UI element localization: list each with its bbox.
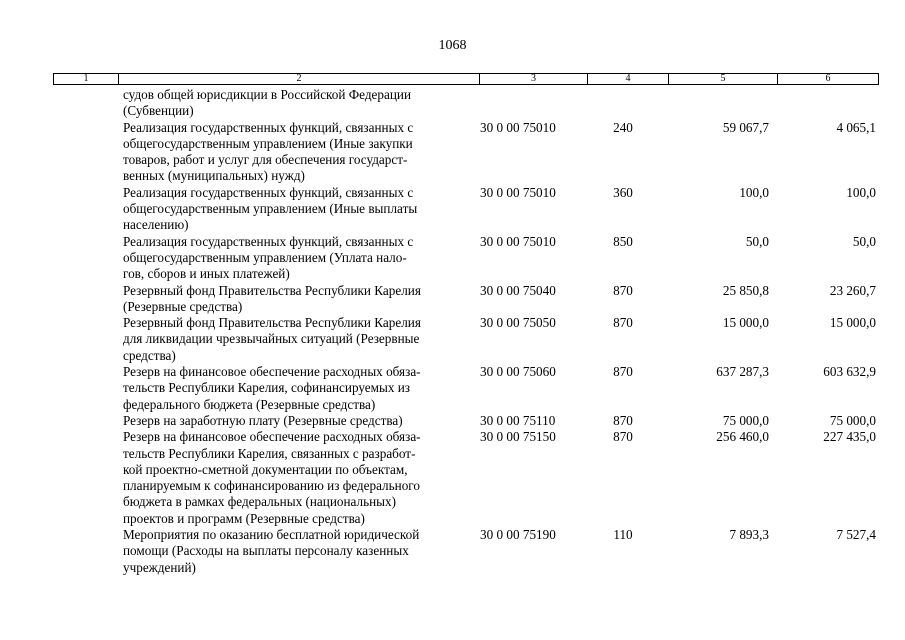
table-row [0, 413, 905, 429]
expense-name: судов общей юрисдикции в Российской Федерации (Субвенции) [123, 87, 412, 119]
page-number: 1068 [438, 38, 467, 53]
budget-table-body [0, 87, 905, 576]
amount-column-6: 4 065,1 [836, 119, 876, 135]
expense-name: Реализация государственных функций, связанных с общегосударственным управлением (Уплата нало- гов, сборов и иных платежей) [123, 233, 414, 282]
target-article-code: 30 0 00 75190 [480, 527, 556, 543]
expense-type-code: 870 [613, 364, 633, 380]
expense-name: Резервный фонд Правительства Республики Карелия (Резервные средства) [123, 282, 421, 314]
expense-name: Реализация государственных функций, связанных с общегосударственным управлением (Иные выплаты населению) [123, 184, 418, 233]
column-header-3: 3 [480, 74, 588, 84]
target-article-code: 30 0 00 75150 [480, 429, 556, 445]
expense-name: Реализация государственных функций, связанных с общегосударственным управлением (Иные закупки товаров, работ и услуг для обеспечения государст- венных (муниципальных) нужд) [123, 119, 414, 184]
amount-column-6: 603 632,9 [823, 364, 876, 380]
target-article-code: 30 0 00 75050 [480, 315, 556, 331]
table-row [0, 87, 905, 120]
amount-column-6: 15 000,0 [829, 315, 876, 331]
column-header-1: 1 [54, 74, 119, 84]
expense-type-code: 850 [613, 233, 633, 249]
amount-column-5: 59 067,7 [722, 119, 769, 135]
amount-column-5: 637 287,3 [716, 364, 769, 380]
amount-column-5: 256 460,0 [716, 429, 769, 445]
table-row [0, 315, 905, 364]
expense-type-code: 870 [613, 315, 633, 331]
target-article-code: 30 0 00 75010 [480, 233, 556, 249]
amount-column-5: 15 000,0 [722, 315, 769, 331]
column-header-4: 4 [588, 74, 669, 84]
expense-type-code: 110 [613, 527, 633, 543]
expense-type-code: 870 [613, 282, 633, 298]
column-header-row [53, 73, 879, 85]
amount-column-6: 100,0 [846, 184, 876, 200]
column-header-6: 6 [825, 73, 831, 84]
target-article-code: 30 0 00 75010 [480, 119, 556, 135]
amount-column-6: 75 000,0 [829, 412, 876, 428]
expense-name: Резерв на финансовое обеспечение расходных обяза- тельств Республики Карелия, связанных с разработ- кой проектно-сметной документации по объектам, планируемым к софинансированию из федерального бюджета в рамках федеральных (национальных) проектов и программ (Резервные средства) [123, 429, 421, 526]
table-row [0, 185, 905, 234]
expense-name: Резерв на заработную плату (Резервные средства) [123, 412, 403, 428]
expense-name: Резервный фонд Правительства Республики Карелия для ликвидации чрезвычайных ситуаций (Резервные средства) [123, 315, 421, 363]
expense-name: Резерв на финансовое обеспечение расходных обяза- тельств Республики Карелия, софинансируемых из федерального бюджета (Резервные средства) [123, 364, 421, 412]
table-row [0, 234, 905, 283]
target-article-code: 30 0 00 75060 [480, 364, 556, 380]
column-header-5: 5 [669, 74, 778, 84]
target-article-code: 30 0 00 75010 [480, 184, 556, 200]
target-article-code: 30 0 00 75040 [480, 282, 556, 298]
amount-column-5: 50,0 [745, 233, 769, 249]
amount-column-5: 25 850,8 [722, 282, 769, 298]
amount-column-6: 50,0 [852, 233, 876, 249]
amount-column-6: 227 435,0 [823, 429, 876, 445]
amount-column-6: 23 260,7 [829, 282, 876, 298]
table-row [0, 429, 905, 527]
expense-type-code: 240 [613, 119, 633, 135]
table-row [0, 364, 905, 413]
amount-column-6: 7 527,4 [836, 527, 876, 543]
expense-name: Мероприятия по оказанию бесплатной юридической помощи (Расходы на выплаты персоналу казенных учреждений) [123, 527, 420, 575]
table-row [0, 120, 905, 185]
amount-column-5: 75 000,0 [722, 412, 769, 428]
amount-column-5: 100,0 [739, 184, 769, 200]
expense-type-code: 360 [613, 184, 633, 200]
column-header-2: 2 [119, 74, 480, 84]
amount-column-5: 7 893,3 [729, 527, 769, 543]
table-row [0, 283, 905, 316]
table-row [0, 527, 905, 576]
target-article-code: 30 0 00 75110 [480, 412, 556, 428]
expense-type-code: 870 [613, 412, 633, 428]
expense-type-code: 870 [613, 429, 633, 445]
